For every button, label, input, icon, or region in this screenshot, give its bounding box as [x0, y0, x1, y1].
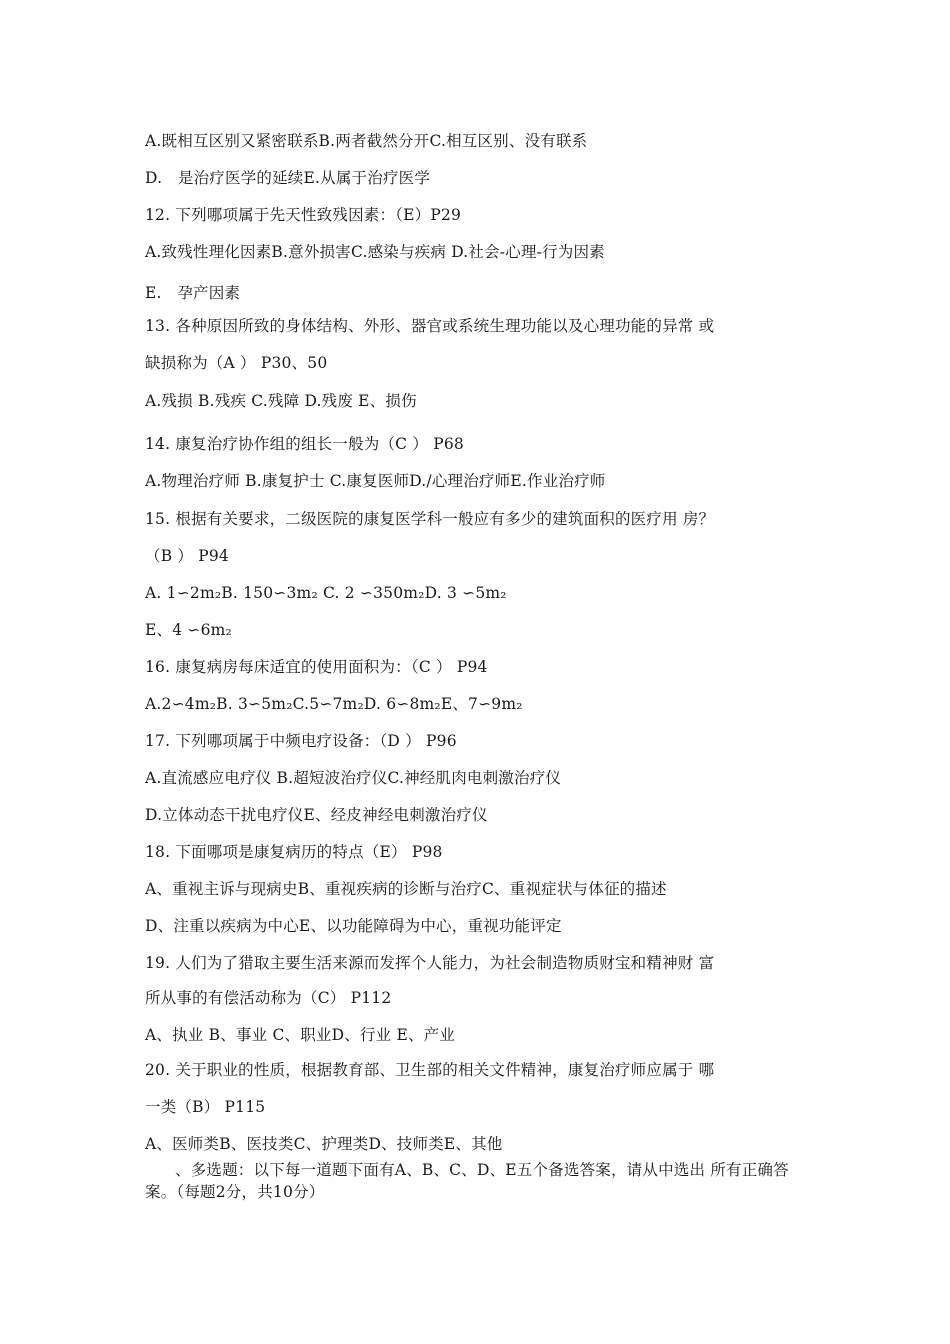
- option-line: A.既相互区别又紧密联系B.两者截然分开C.相互区别、没有联系: [145, 132, 588, 150]
- section-heading-text: 、多选题：以下每一道题下面有A、B、C、D、E五个备选答案，请从中选出 所有正确答案。（每题2分，共10分）: [145, 1161, 789, 1201]
- question-line: 13. 各种原因所致的身体结构、外形、器官或系统生理功能以及心理功能的异常 或: [145, 317, 715, 335]
- option-line: A、医师类B、医技类C、护理类D、技师类E、其他: [145, 1135, 503, 1153]
- question-line: 15. 根据有关要求，二级医院的康复医学科一般应有多少的建筑面积的医疗用 房？: [145, 510, 715, 528]
- question-line: 20. 关于职业的性质，根据教育部、卫生部的相关文件精神，康复治疗师应属于 哪: [145, 1061, 715, 1079]
- question-line: （B ） P94: [145, 547, 229, 565]
- option-line: A.物理治疗师 B.康复护士 C.康复医师D./心理治疗师E.作业治疗师: [145, 472, 606, 490]
- option-line: A. 1∽2m₂B. 150∽3m₂ C. 2 ∽350m₂D. 3 ∽5m₂: [145, 584, 507, 602]
- question-line: 17. 下列哪项属于中频电疗设备：（D ） P96: [145, 732, 457, 750]
- option-line: A、执业 B、事业 C、职业D、行业 E、产业: [145, 1026, 456, 1044]
- question-line: 12. 下列哪项属于先天性致残因素：（E）P29: [145, 206, 462, 224]
- question-line: 14. 康复治疗协作组的组长一般为（C ） P68: [145, 435, 464, 453]
- option-line: E、4 ∽6m₂: [145, 621, 232, 639]
- question-line: 16. 康复病房每床适宜的使用面积为：（C ） P94: [145, 658, 488, 676]
- option-line: D.立体动态干扰电疗仪E、经皮神经电刺激治疗仪: [145, 806, 488, 824]
- option-line: A.残损 B.残疾 C.残障 D.残废 E、损伤: [145, 392, 417, 410]
- section-heading: [145, 1159, 810, 1203]
- option-line: A、重视主诉与现病史B、重视疾病的诊断与治疗C、重视症状与体征的描述: [145, 880, 667, 898]
- question-line: 19. 人们为了猎取主要生活来源而发挥个人能力，为社会制造物质财宝和精神财 富: [145, 954, 715, 972]
- option-line: D、注重以疾病为中心E、以功能障碍为中心，重视功能评定: [145, 917, 562, 935]
- question-line: 缺损称为（A ） P30、50: [145, 354, 328, 372]
- option-line: A.致残性理化因素B.意外损害C.感染与疾病 D.社会-心理-行为因素: [145, 243, 605, 261]
- option-line: E. 孕产因素: [145, 284, 241, 302]
- option-line: A.2∽4m₂B. 3∽5m₂C.5∽7m₂D. 6∽8m₂E、7∽9m₂: [145, 695, 523, 713]
- question-line: 所从事的有偿活动称为（C） P112: [145, 989, 392, 1007]
- question-line: 一类（B） P115: [145, 1098, 266, 1116]
- option-line: D. 是治疗医学的延续E.从属于治疗医学: [145, 169, 431, 187]
- option-line: A.直流感应电疗仪 B.超短波治疗仪C.神经肌肉电刺激治疗仪: [145, 769, 562, 787]
- question-line: 18. 下面哪项是康复病历的特点（E） P98: [145, 843, 443, 861]
